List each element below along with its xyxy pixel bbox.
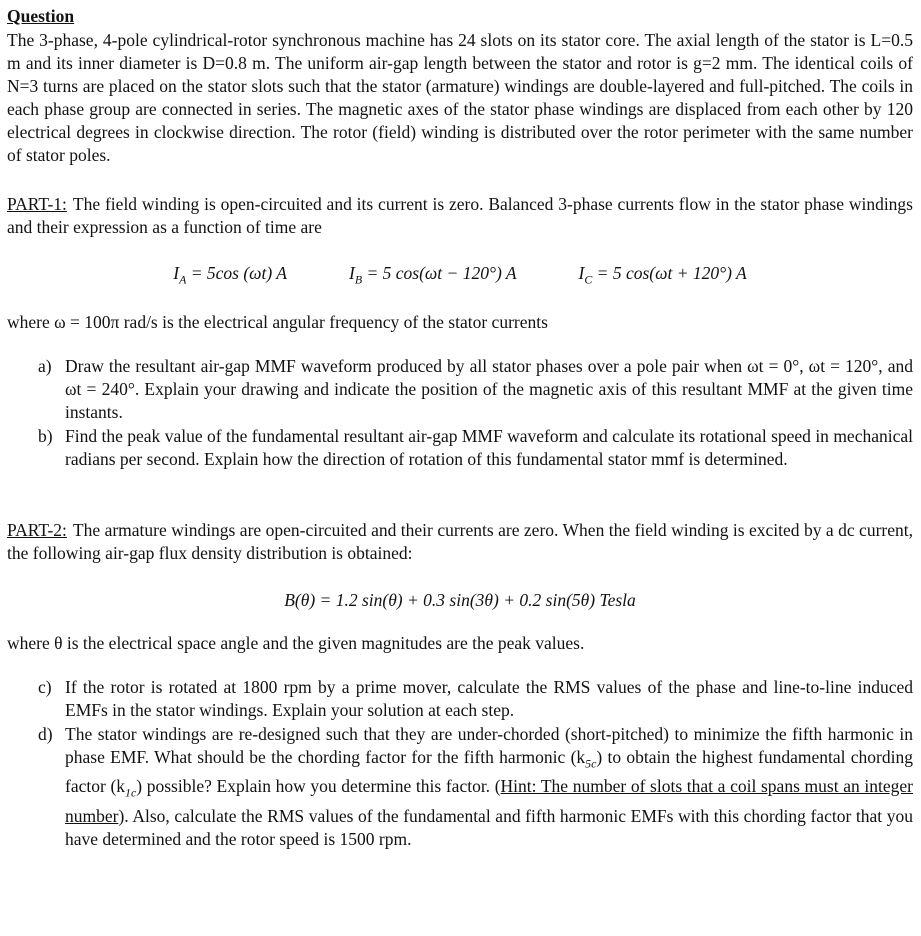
part2-where-clause: where θ is the electrical space angle and the given magnitudes are the peak values.: [7, 632, 585, 653]
intro-paragraph: The 3-phase, 4-pole cylindrical-rotor synchronous machine has 24 slots on its stator core. The axial length of the stator is L=0.5 m and its inner diameter is D=0.8 m. The uniform air-gap length between the stator and rotor is g=2 mm. The identical coils of N=3 turns are placed on the stator slots such that the stator (armature) windings are double-layered and full-pitched. The coils in each phase group are connected in series. The magnetic axes of the stator phase windings are displaced from each other by 120 electrical degrees in clockwise direction. The rotor (field) winding is distributed over the rotor perimeter with the same number of stator poles.: [7, 30, 913, 165]
item-d-segment: ) possible? Explain how you determine this factor. (: [136, 776, 501, 796]
chording-factor-1c-subscript: 1c: [125, 785, 137, 800]
equation-expression: = 5cos (ωt) A: [186, 263, 287, 283]
item-text-d: [65, 723, 913, 851]
list-item: [38, 676, 913, 722]
part2-item-list: [7, 676, 913, 851]
part2-text: The armature windings are open-circuited and their currents are zero. When the field winding is excited by a dc current, the following air-gap flux density distribution is obtained:: [7, 519, 913, 563]
phase-current-equations: [7, 262, 913, 292]
part2-paragraph: [7, 519, 913, 565]
part1-paragraph: [7, 193, 913, 239]
item-label-d: d): [38, 723, 53, 744]
item-text-c: If the rotor is rotated at 1800 rpm by a prime mover, calculate the RMS values of the phase and line-to-line induced EMFs in the stator windings. Explain your solution at each step.: [65, 676, 913, 720]
equation-expression: = 5 cos(ωt − 120°) A: [362, 263, 517, 283]
equation-expression: = 5 cos(ωt + 120°) A: [592, 263, 747, 283]
item-text-a: Draw the resultant air-gap MMF waveform produced by all stator phases over a pole pair when ωt = 0°, ωt = 120°, and ωt = 240°. Explain your drawing and indicate the position of the magnetic axis of this resultant MMF at the given time instants.: [65, 355, 913, 422]
list-item: [38, 723, 913, 851]
equation-symbol: I: [173, 263, 180, 283]
item-label-b: b): [38, 425, 53, 446]
item-d-segment: ). Also, calculate the RMS values of the fundamental and fifth harmonic EMFs with this chording factor that you have determined and the rotor speed is 1500 rpm.: [65, 805, 913, 849]
list-item: [38, 355, 913, 424]
item-label-c: c): [38, 676, 52, 697]
equation-subscript: C: [584, 272, 593, 287]
item-d-segment: The stator windings are re-designed such that they are under-chorded (short-pitched) to minimize the fifth harmonic in phase EMF. What should be the chording factor for the fifth harmonic (k: [65, 723, 913, 767]
part1-label: PART-1:: [7, 194, 67, 214]
equation-subscript: A: [179, 272, 187, 287]
part1-where-clause: where ω = 100π rad/s is the electrical angular frequency of the stator currents: [7, 311, 548, 332]
list-item: [38, 425, 913, 471]
equation-symbol: I: [578, 263, 585, 283]
flux-density-equation: B(θ) = 1.2 sin(θ) + 0.3 sin(3θ) + 0.2 sin(5θ) Tesla: [284, 589, 636, 610]
item-label-a: a): [38, 355, 52, 376]
equation-symbol: I: [348, 263, 355, 283]
question-heading: Question: [7, 6, 75, 26]
item-d-segment: ) to obtain the highest fundamental chording factor (k: [65, 746, 913, 796]
item-text-b: Find the peak value of the fundamental resultant air-gap MMF waveform and calculate its rotational speed in mechanical radians per second. Explain how the direction of rotation of this fundamental stator mmf is determined.: [65, 425, 913, 469]
chording-factor-5c-subscript: 5c: [585, 756, 597, 770]
equation-phase-b: [349, 262, 517, 292]
equation-subscript: B: [354, 272, 363, 287]
item-d-hint: Hint: The number of slots that a coil spans must an integer number: [65, 776, 913, 826]
part2-label: PART-2:: [7, 519, 67, 540]
part1-text: The field winding is open-circuited and its current is zero. Balanced 3-phase currents flow in the stator phase windings and their expression as a function of time are: [7, 194, 913, 237]
equation-phase-c: [579, 262, 747, 292]
equation-phase-a: [173, 262, 287, 292]
part1-item-list: [7, 355, 913, 471]
